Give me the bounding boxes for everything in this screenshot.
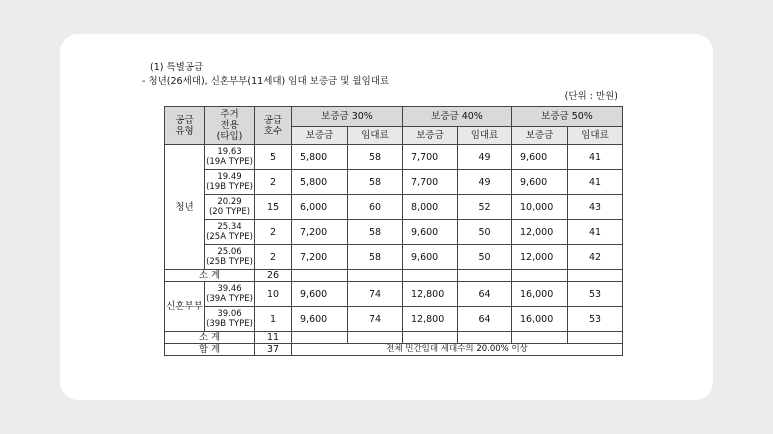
deposit-50-cell: 16,000 [512, 282, 568, 307]
header-deposit-30: 보증금 30% [292, 107, 403, 127]
units-cell: 2 [255, 220, 292, 245]
deposit-50-cell: 12,000 [512, 220, 568, 245]
table-row [165, 307, 623, 332]
subheader-deposit: 보증금 [292, 127, 348, 145]
area-cell: 19.63 (19A TYPE) [205, 145, 255, 170]
subtotal-row [165, 332, 623, 344]
subtotal-label: 소 계 [165, 332, 255, 344]
subtotal-label: 소 계 [165, 270, 255, 282]
header-deposit-50: 보증금 50% [512, 107, 623, 127]
table-row [165, 282, 623, 307]
table-row [165, 145, 623, 170]
subtotal-row [165, 270, 623, 282]
deposit-40-cell: 7,700 [403, 145, 458, 170]
total-label: 합 계 [165, 344, 255, 356]
rent-40-cell: 49 [458, 170, 512, 195]
deposit-40-cell: 12,800 [403, 307, 458, 332]
rent-30-cell: 74 [348, 282, 403, 307]
total-row [165, 344, 623, 356]
deposit-50-cell: 10,000 [512, 195, 568, 220]
deposit-30-cell: 7,200 [292, 245, 348, 270]
row-group-youth: 청년 [165, 145, 205, 270]
row-group-newlywed: 신혼부부 [165, 282, 205, 332]
units-cell: 2 [255, 245, 292, 270]
table-row [165, 245, 623, 270]
rent-50-cell: 53 [568, 307, 623, 332]
deposit-30-cell: 7,200 [292, 220, 348, 245]
rent-30-cell: 74 [348, 307, 403, 332]
deposit-50-cell: 9,600 [512, 145, 568, 170]
deposit-30-cell: 9,600 [292, 307, 348, 332]
deposit-40-cell: 7,700 [403, 170, 458, 195]
rent-50-cell: 53 [568, 282, 623, 307]
section-title: (1) 특별공급 [150, 62, 204, 73]
area-cell: 19.49 (19B TYPE) [205, 170, 255, 195]
units-cell: 5 [255, 145, 292, 170]
subheader-rent: 임대료 [568, 127, 623, 145]
header-units: 공급 호수 [255, 107, 292, 145]
subheader-rent: 임대료 [458, 127, 512, 145]
rent-50-cell: 41 [568, 220, 623, 245]
rent-30-cell: 58 [348, 170, 403, 195]
deposit-30-cell: 6,000 [292, 195, 348, 220]
table-row [165, 220, 623, 245]
subtotal-units: 11 [255, 332, 292, 344]
subheader-deposit: 보증금 [403, 127, 458, 145]
rent-30-cell: 58 [348, 220, 403, 245]
total-units: 37 [255, 344, 292, 356]
units-cell: 2 [255, 170, 292, 195]
total-note: 전체 민간임대 세대수의 20.00% 이상 [292, 344, 623, 356]
deposit-40-cell: 8,000 [403, 195, 458, 220]
deposit-30-cell: 5,800 [292, 170, 348, 195]
units-cell: 15 [255, 195, 292, 220]
deposit-40-cell: 12,800 [403, 282, 458, 307]
rent-50-cell: 43 [568, 195, 623, 220]
document-card [60, 34, 713, 400]
units-cell: 1 [255, 307, 292, 332]
rent-50-cell: 42 [568, 245, 623, 270]
rent-40-cell: 50 [458, 220, 512, 245]
rent-50-cell: 41 [568, 145, 623, 170]
units-cell: 10 [255, 282, 292, 307]
table-subtitle: - 청년(26세대), 신혼부부(11세대) 임대 보증금 및 월임대료 [142, 76, 390, 87]
header-area: 주거 전용 (타입) [205, 107, 255, 145]
deposit-50-cell: 9,600 [512, 170, 568, 195]
rent-table [164, 106, 623, 356]
header-deposit-40: 보증금 40% [403, 107, 512, 127]
subheader-rent: 임대료 [348, 127, 403, 145]
area-cell: 25.34 (25A TYPE) [205, 220, 255, 245]
rent-40-cell: 49 [458, 145, 512, 170]
subheader-deposit: 보증금 [512, 127, 568, 145]
subtotal-units: 26 [255, 270, 292, 282]
area-cell: 39.46 (39A TYPE) [205, 282, 255, 307]
area-cell: 20.29 (20 TYPE) [205, 195, 255, 220]
deposit-40-cell: 9,600 [403, 245, 458, 270]
rent-50-cell: 41 [568, 170, 623, 195]
table-row [165, 195, 623, 220]
deposit-50-cell: 12,000 [512, 245, 568, 270]
rent-40-cell: 64 [458, 307, 512, 332]
deposit-30-cell: 5,800 [292, 145, 348, 170]
header-row [165, 107, 623, 127]
deposit-50-cell: 16,000 [512, 307, 568, 332]
rent-30-cell: 60 [348, 195, 403, 220]
rent-40-cell: 52 [458, 195, 512, 220]
deposit-40-cell: 9,600 [403, 220, 458, 245]
table-row [165, 170, 623, 195]
area-cell: 25.06 (25B TYPE) [205, 245, 255, 270]
rent-30-cell: 58 [348, 145, 403, 170]
rent-30-cell: 58 [348, 245, 403, 270]
rent-40-cell: 64 [458, 282, 512, 307]
rent-40-cell: 50 [458, 245, 512, 270]
deposit-30-cell: 9,600 [292, 282, 348, 307]
unit-label: (단위 : 만원) [564, 91, 618, 102]
header-supply-type: 공급 유형 [165, 107, 205, 145]
area-cell: 39.06 (39B TYPE) [205, 307, 255, 332]
